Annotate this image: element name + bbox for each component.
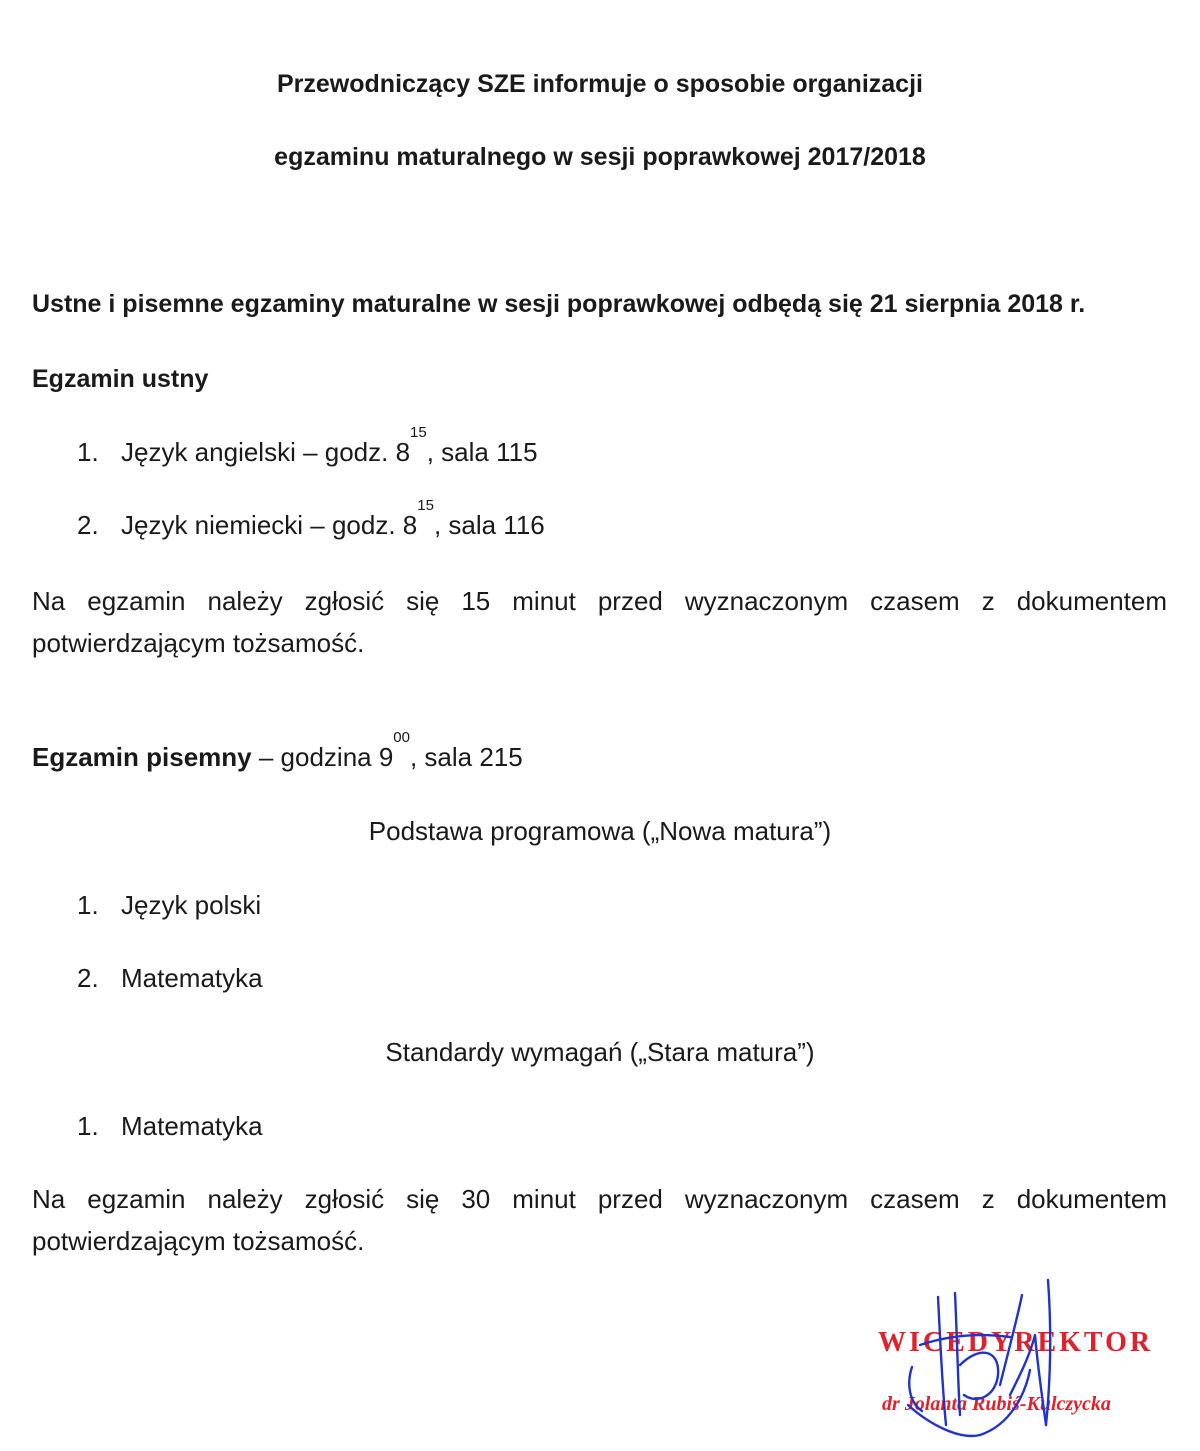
list-text: Matematyka — [121, 1111, 263, 1141]
list-text: Matematyka — [121, 963, 263, 993]
section2-title: Standardy wymagań („Stara matura”) — [385, 1037, 815, 1067]
list-number: 1. — [77, 1111, 99, 1141]
oral-item-1 — [77, 424, 538, 468]
written-note: Na egzamin należy zgłosić się 30 minut przed wyznaczonym czasem z dokumentem potwierdzającym tożsamość. — [32, 1184, 1167, 1256]
header-line-1: Przewodniczący SZE informuje o sposobie organizacji — [277, 70, 923, 98]
header-line-2: egzaminu maturalnego w sesji poprawkowej 2017/2018 — [274, 143, 926, 171]
list-number: 2. — [77, 963, 99, 993]
room-text: , sala 115 — [426, 437, 538, 467]
list-text: Język polski — [121, 890, 262, 920]
room-text: , sala 116 — [433, 510, 545, 540]
stamp-name: dr Jolanta Rubiś-Kulczycka — [882, 1393, 1111, 1415]
intro-text: Ustne i pisemne egzaminy maturalne w sesji poprawkowej odbędą się 21 sierpnia 2018 r. — [32, 290, 1086, 318]
time-superscript: 00 — [393, 729, 410, 746]
time-superscript: 15 — [410, 424, 427, 441]
list-text: Język niemiecki – godz. 8 — [121, 510, 418, 540]
list-number: 1. — [77, 437, 99, 467]
section1-item-2 — [77, 963, 263, 994]
oral-note: Na egzamin należy zgłosić się 15 minut przed wyznaczonym czasem z dokumentem potwierdzającym tożsamość. — [32, 586, 1167, 658]
written-room: , sala 215 — [409, 742, 523, 772]
written-time: – godzina 9 — [251, 742, 394, 772]
signature-stamp — [860, 1275, 1180, 1445]
section2-item-1 — [77, 1111, 263, 1142]
list-text: Język angielski – godz. 8 — [121, 437, 411, 467]
stamp-title: WICEDYREKTOR — [878, 1327, 1154, 1358]
oral-heading: Egzamin ustny — [32, 365, 209, 393]
section1-item-1 — [77, 890, 261, 921]
section1-title: Podstawa programowa („Nowa matura”) — [368, 816, 832, 846]
handwritten-signature — [860, 1275, 1180, 1445]
list-number: 2. — [77, 510, 99, 540]
time-superscript: 15 — [417, 497, 434, 514]
written-heading: Egzamin pisemny — [32, 742, 252, 772]
oral-item-2 — [77, 497, 545, 541]
list-number: 1. — [77, 890, 99, 920]
written-heading-line — [32, 729, 523, 773]
